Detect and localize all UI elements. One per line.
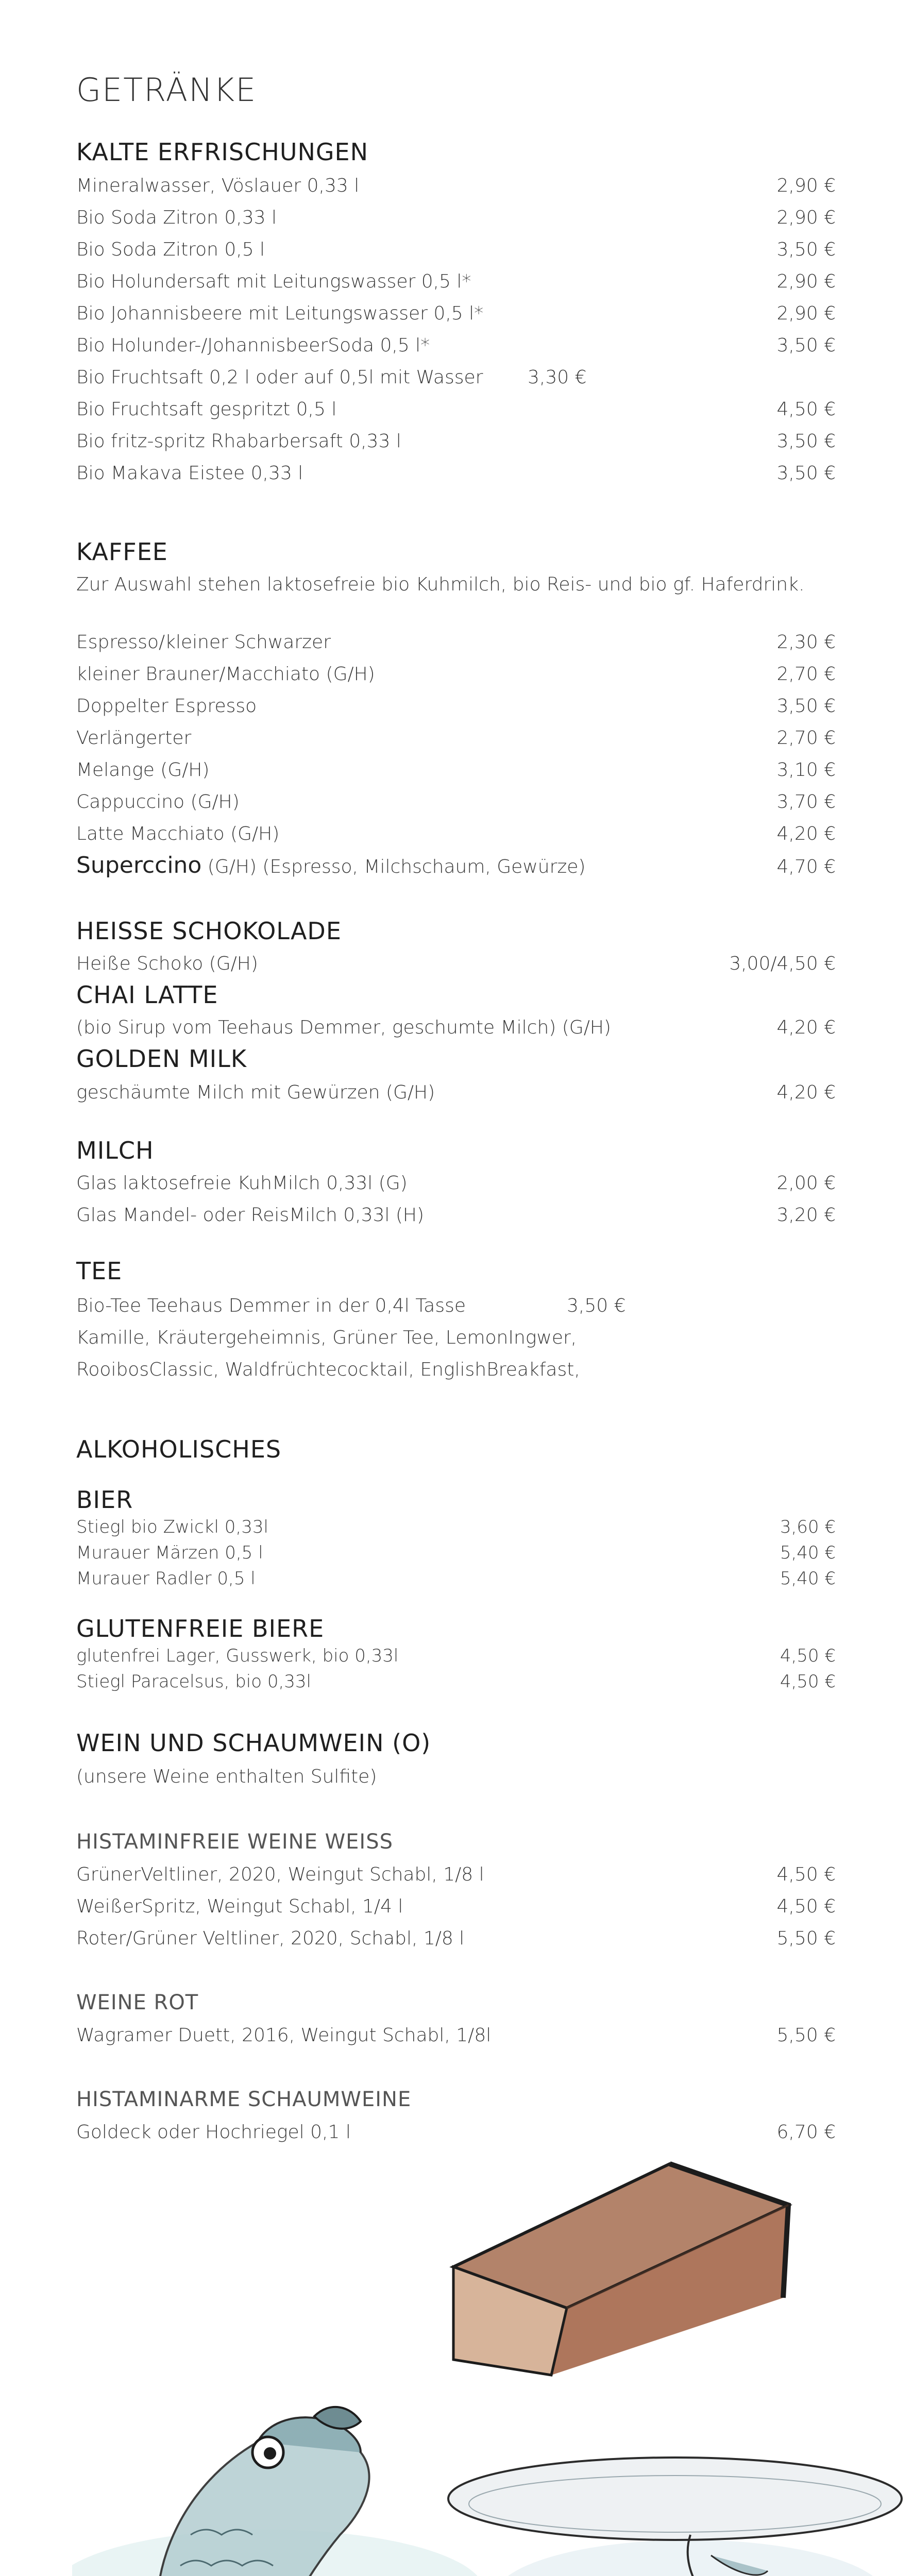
menu-item-name: Stiegl Paracelsus, bio 0,33l	[76, 1671, 311, 1692]
section-heading-wein: WEIN UND SCHAUMWEIN (O)	[76, 1729, 431, 1757]
section-heading-kalte: KALTE ERFRISCHUNGEN	[76, 138, 369, 166]
menu-item-name: GrünerVeltliner, 2020, Weingut Schabl, 1/8 l	[76, 1864, 484, 1885]
menu-item-price: 3,00/4,50 €	[729, 953, 836, 974]
menu-item-price: 5,40 €	[780, 1568, 836, 1589]
menu-item-price: 2,70 €	[776, 727, 836, 749]
menu-item-price: 2,30 €	[776, 632, 836, 653]
menu-item-price: 4,50 €	[776, 1896, 836, 1917]
section-heading-chai: CHAI LATTE	[76, 981, 218, 1009]
section-heading-schoko: HEISSE SCHOKOLADE	[76, 917, 342, 945]
menu-item-price: 3,50 €	[776, 335, 836, 356]
menu-item-price: 5,40 €	[780, 1543, 836, 1563]
menu-item-name: Bio Fruchtsaft gespritzt 0,5 l	[76, 399, 337, 420]
section-heading-schaum: HISTAMINARME SCHAUMWEINE	[76, 2088, 412, 2111]
menu-item-name: (bio Sirup vom Teehaus Demmer, geschumte Milch) (G/H)	[76, 1017, 611, 1038]
menu-item-price: 3,60 €	[780, 1517, 836, 1537]
menu-item-price: 4,50 €	[776, 399, 836, 420]
menu-item-name: Bio Holunder-/JohannisbeerSoda 0,5 l*	[76, 335, 430, 356]
section-heading-bier: BIER	[76, 1486, 133, 1514]
section-heading-rot: WEINE ROT	[76, 1991, 199, 2014]
menu-item-price: 4,20 €	[776, 823, 836, 844]
menu-item-price: 4,20 €	[776, 1082, 836, 1103]
menu-item-name: WeißerSpritz, Weingut Schabl, 1/4 l	[76, 1896, 403, 1917]
menu-item-price: 3,30 €	[528, 367, 587, 388]
menu-item-price: 5,50 €	[776, 1928, 836, 1949]
section-note: (unsere Weine enthalten Sulfite)	[76, 1766, 377, 1787]
menu-item-price: 2,90 €	[776, 207, 836, 228]
menu-item-name: glutenfrei Lager, Gusswerk, bio 0,33l	[76, 1646, 399, 1666]
section-heading-golden: GOLDEN MILK	[76, 1045, 247, 1073]
section-heading-glutenfrei: GLUTENFREIE BIERE	[76, 1615, 325, 1642]
menu-item-name: Heiße Schoko (G/H)	[76, 953, 258, 974]
menu-item-price: 2,70 €	[776, 664, 836, 685]
menu-item-name: Bio Soda Zitron 0,33 l	[76, 207, 277, 228]
menu-item-price: 3,50 €	[567, 1295, 626, 1316]
menu-item-price: 2,00 €	[776, 1173, 836, 1194]
fish-and-cake-illustration	[72, 2143, 913, 2576]
menu-item-name: kleiner Brauner/Macchiato (G/H)	[76, 664, 375, 685]
menu-item-superccino	[76, 852, 585, 878]
menu-item-name: Bio Fruchtsaft 0,2 l oder auf 0,5l mit Wasser	[76, 367, 483, 388]
menu-item-price: 6,70 €	[776, 2122, 836, 2143]
menu-item-price: 3,50 €	[776, 696, 836, 717]
menu-item-name: Roter/Grüner Veltliner, 2020, Schabl, 1/8 l	[76, 1928, 465, 1949]
menu-item-price: 4,50 €	[780, 1671, 836, 1692]
menu-item-name: Mineralwasser, Vöslauer 0,33 l	[76, 175, 360, 196]
menu-item-name: Doppelter Espresso	[76, 696, 257, 717]
menu-item-name: Bio Soda Zitron 0,5 l	[76, 239, 265, 260]
menu-item-price: 4,50 €	[776, 1864, 836, 1885]
menu-item-name: Verlängerter	[76, 727, 192, 749]
menu-item-name: Bio-Tee Teehaus Demmer in der 0,4l Tasse	[76, 1295, 466, 1316]
menu-item-price: 3,50 €	[776, 463, 836, 484]
menu-item-price: 2,90 €	[776, 303, 836, 324]
menu-item-name: Bio Johannisbeere mit Leitungswasser 0,5 l*	[76, 303, 484, 324]
menu-item-price: 2,90 €	[776, 175, 836, 196]
section-heading-weiss: HISTAMINFREIE WEINE WEISS	[76, 1830, 393, 1854]
menu-item-price: 4,50 €	[780, 1646, 836, 1666]
page-title: GETRÄNKE	[76, 71, 257, 109]
menu-item-price: 3,50 €	[776, 239, 836, 260]
menu-item-name: Murauer Radler 0,5 l	[76, 1568, 256, 1589]
cake-icon	[453, 2164, 788, 2375]
menu-item-name: Goldeck oder Hochriegel 0,1 l	[76, 2122, 351, 2143]
menu-item-name: (G/H) (Espresso, Milchschaum, Gewürze)	[201, 856, 586, 877]
menu-item-price: 3,70 €	[776, 791, 836, 812]
section-heading-milch: MILCH	[76, 1137, 154, 1164]
menu-item-name: Espresso/kleiner Schwarzer	[76, 632, 331, 653]
section-heading-alkohol: ALKOHOLISCHES	[76, 1435, 282, 1463]
section-heading-kaffee: KAFFEE	[76, 538, 168, 566]
menu-item-name: Bio fritz-spritz Rhabarbersaft 0,33 l	[76, 431, 401, 452]
menu-item-name: Murauer Märzen 0,5 l	[76, 1543, 263, 1563]
menu-item-name: Glas laktosefreie KuhMilch 0,33l (G)	[76, 1173, 408, 1194]
menu-item-price: 5,50 €	[776, 2025, 836, 2046]
menu-item-name-prefix: Superccino	[76, 852, 202, 878]
tea-sorts-line-1: Kamille, Kräutergeheimnis, Grüner Tee, LemonIngwer,	[76, 1327, 577, 1348]
menu-item-name: Bio Makava Eistee 0,33 l	[76, 463, 303, 484]
menu-item-name: Latte Macchiato (G/H)	[76, 823, 280, 844]
menu-item-name: Glas Mandel- oder ReisMilch 0,33l (H)	[76, 1205, 424, 1226]
tea-sorts-line-2: RooibosClassic, Waldfrüchtecocktail, EnglishBreakfast,	[76, 1359, 580, 1380]
menu-item-name: Bio Holundersaft mit Leitungswasser 0,5 l*	[76, 271, 471, 292]
section-note: Zur Auswahl stehen laktosefreie bio Kuhmilch, bio Reis- und bio gf. Haferdrink.	[76, 574, 805, 595]
menu-item-price: 4,20 €	[776, 1017, 836, 1038]
menu-item-name: Cappuccino (G/H)	[76, 791, 240, 812]
menu-item-price: 3,10 €	[776, 759, 836, 781]
menu-item-price: 3,20 €	[776, 1205, 836, 1226]
menu-item-price: 4,70 €	[776, 856, 836, 877]
menu-item-price: 3,50 €	[776, 431, 836, 452]
menu-item-name: geschäumte Milch mit Gewürzen (G/H)	[76, 1082, 435, 1103]
menu-item-name: Melange (G/H)	[76, 759, 210, 781]
menu-item-price: 2,90 €	[776, 271, 836, 292]
section-heading-tee: TEE	[76, 1257, 123, 1285]
menu-item-name: Stiegl bio Zwickl 0,33l	[76, 1517, 268, 1537]
menu-item-name: Wagramer Duett, 2016, Weingut Schabl, 1/8l	[76, 2025, 492, 2046]
